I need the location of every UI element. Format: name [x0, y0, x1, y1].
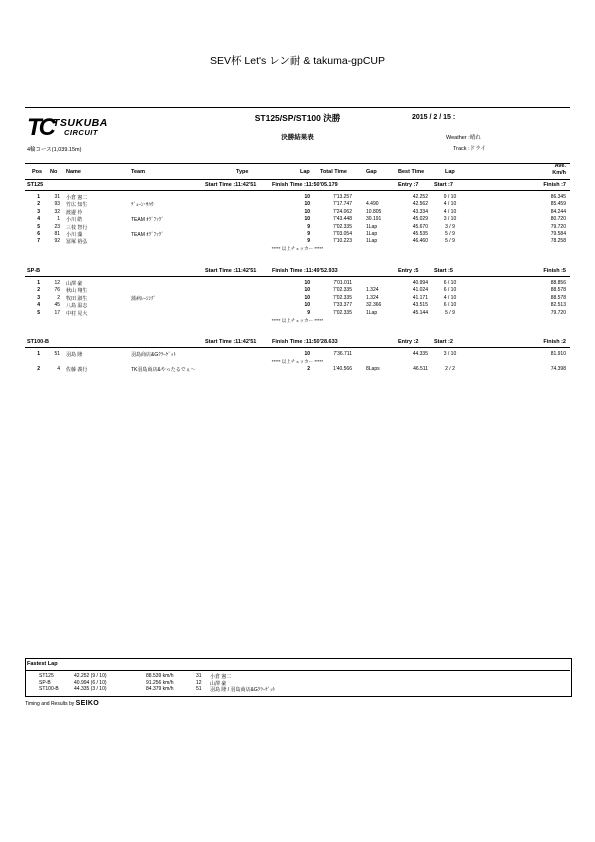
row-lap: 9 [307, 231, 310, 237]
fastest-time: 44.335 (3 / 10) [74, 686, 107, 693]
row-lap: 10 [304, 302, 310, 309]
row-best-lap: 5 / 9 [445, 238, 455, 245]
row-team: TK羽島商店&やったるでぇ～ [131, 366, 196, 373]
fastest-lap-box [25, 658, 572, 697]
fastest-driver: 羽島 隆 / 羽島商店&Gｸﾗｰｹﾞｯﾄ [210, 687, 276, 694]
row-total-time: 7'13.257 [332, 194, 352, 200]
row-gap: 32.366 [366, 302, 382, 309]
row-no: 45 [54, 302, 60, 309]
row-best-lap: 3 / 10 [443, 351, 457, 357]
row-name: 牧田 淑生 [66, 295, 88, 302]
fastest-time: 40.994 (6 / 10) [74, 679, 107, 686]
row-pos: 1 [37, 280, 40, 286]
row-no: 12 [54, 280, 60, 286]
row-total-time: 7'43.448 [332, 216, 352, 223]
race-title: ST125/SP/ST100 決勝 [254, 113, 341, 123]
row-gap: 1Lap [366, 223, 378, 230]
section-divider [25, 347, 570, 348]
section-finish-count: Finish :2 [543, 339, 566, 345]
row-no: 51 [54, 351, 60, 357]
col-ave-line1: Ave. [554, 163, 566, 169]
weather: Weather :晴れ [446, 135, 481, 141]
row-ave-speed: 81.910 [550, 351, 566, 357]
col-best-lap: Lap [445, 169, 455, 175]
row-name: 八島 温志 [66, 303, 88, 310]
row-total-time: 7'01.011 [333, 280, 352, 286]
row-ave-speed: 85.459 [550, 201, 566, 208]
row-total-time: 7'10.223 [332, 238, 352, 245]
row-lap: 10 [304, 294, 310, 301]
row-pos: 5 [37, 309, 40, 316]
col-name: Name [66, 169, 81, 175]
race-date: 2015 / 2 / 15 : [412, 114, 456, 121]
fastest-driver: 小倉 憲二 [210, 674, 232, 680]
row-best-time: 43.515 [412, 302, 428, 309]
fastest-speed: 88.539 km/h [146, 673, 174, 679]
row-ave-speed: 82.513 [550, 302, 566, 309]
row-best-time: 45.535 [412, 231, 428, 237]
row-name: 冨塚 裕弘 [66, 239, 88, 246]
row-pos: 4 [37, 216, 40, 223]
row-best-time: 42.252 [412, 194, 428, 200]
logo-mark: TC [27, 114, 53, 141]
row-lap: 9 [307, 309, 310, 316]
col-best-time: Best Time [398, 169, 425, 175]
row-team: TEAM ｵｸﾞﾌｧｸﾞ [131, 217, 164, 224]
row-lap: 9 [307, 238, 310, 245]
row-lap: 10 [304, 280, 310, 286]
row-gap: 1Lap [366, 309, 378, 316]
row-best-lap: 4 / 10 [443, 201, 457, 208]
row-best-time: 46.460 [412, 238, 428, 245]
row-no: 31 [54, 194, 60, 200]
fastest-class: ST100-B [39, 686, 59, 693]
row-gap: 4.490 [366, 201, 379, 208]
col-no: No [50, 169, 58, 175]
row-no: 4 [57, 365, 60, 372]
row-best-time: 45.670 [412, 223, 428, 230]
row-lap: 10 [304, 201, 310, 208]
row-total-time: 7'02.335 [332, 309, 352, 316]
row-team: TEAM ｵｸﾞﾌｧｸﾞ [131, 232, 164, 238]
fastest-no: 31 [196, 673, 202, 679]
row-best-time: 46.511 [413, 365, 428, 372]
fastest-speed: 91.256 km/h [146, 679, 174, 686]
row-no: 2 [57, 294, 60, 301]
row-ave-speed: 88.578 [550, 294, 566, 301]
row-pos: 7 [37, 238, 40, 245]
row-best-lap: 6 / 10 [443, 302, 457, 309]
row-gap: 30.191 [366, 216, 382, 223]
row-lap: 2 [307, 365, 310, 372]
row-total-time: 7'02.335 [332, 223, 352, 230]
row-best-time: 44.335 [412, 351, 428, 357]
row-lap: 10 [304, 208, 310, 215]
row-lap: 10 [304, 216, 310, 223]
row-lap: 10 [304, 287, 310, 294]
row-gap: 1.324 [366, 294, 379, 301]
section-finish-count: Finish :7 [543, 182, 566, 188]
row-total-time: 7'36.711 [333, 351, 352, 357]
row-name: 竹広 知生 [66, 202, 88, 209]
race-subtitle: 決勝結果表 [281, 134, 314, 141]
row-no: 17 [54, 309, 60, 316]
row-team: 蒲病ﾚｰｼﾝｸﾞ [131, 295, 157, 302]
checker-line: ***** 以上チェッカー ***** [271, 317, 324, 323]
row-name: 小川 皓 [66, 217, 83, 224]
row-gap: 10.805 [366, 208, 382, 215]
section-divider [25, 190, 570, 191]
row-best-time: 40.994 [412, 280, 428, 286]
row-gap: 8Laps [366, 365, 380, 372]
fastest-driver: 山澤 豪 [210, 680, 227, 687]
checker-line: ***** 以上チェッカー ***** [271, 358, 324, 364]
row-pos: 3 [37, 294, 40, 301]
section-finish-time: Finish Time :11:50'05.179 [272, 182, 338, 188]
row-best-lap: 5 / 9 [445, 309, 455, 316]
col-lap: Lap [300, 169, 310, 175]
row-name: 渡邊 伶 [66, 209, 83, 216]
row-best-time: 41.024 [412, 287, 428, 294]
fastest-no: 12 [196, 679, 202, 686]
section-start-count: Start :5 [434, 268, 453, 274]
row-no: 76 [54, 287, 60, 294]
col-ave-line2: Km/h [552, 170, 566, 176]
row-gap: 1Lap [366, 231, 378, 237]
section-divider [25, 276, 570, 277]
row-ave-speed: 78.258 [550, 238, 566, 245]
fastest-time: 42.252 (9 / 10) [74, 673, 107, 679]
row-pos: 2 [37, 201, 40, 208]
section-start-time: Start Time :11:42'51 [205, 339, 257, 345]
section-finish-time: Finish Time :11:50'28.633 [272, 339, 338, 345]
section-name: ST100-B [27, 339, 50, 345]
row-no: 81 [54, 231, 60, 237]
row-ave-speed: 79.720 [550, 223, 566, 230]
row-name: 佐藤 義行 [66, 366, 88, 373]
row-best-lap: 4 / 10 [443, 208, 457, 215]
section-name: SP-B [27, 268, 41, 274]
row-pos: 1 [37, 194, 40, 200]
section-finish-time: Finish Time :11:49'52.933 [272, 268, 338, 274]
col-type: Type [236, 169, 249, 175]
row-name: 小川 藻 [66, 232, 83, 238]
section-start-time: Start Time :11:42'51 [205, 182, 257, 188]
section-finish-count: Finish :5 [543, 268, 566, 274]
row-name: 中村 晃大 [66, 310, 88, 317]
row-name: 秋山 翔生 [66, 288, 88, 295]
fastest-speed: 84.379 km/h [146, 686, 174, 693]
row-best-lap: 6 / 10 [443, 280, 457, 286]
row-pos: 1 [37, 351, 40, 357]
row-name: 山澤 豪 [66, 281, 83, 287]
row-gap: 1Lap [366, 238, 378, 245]
row-ave-speed: 88.578 [550, 287, 566, 294]
row-best-lap: 3 / 10 [443, 216, 457, 223]
row-name: 小倉 憲二 [66, 195, 88, 201]
row-ave-speed: 88.856 [550, 280, 566, 286]
row-total-time: 7'03.054 [332, 231, 352, 237]
row-gap: 1.324 [366, 287, 379, 294]
row-ave-speed: 80.720 [550, 216, 566, 223]
row-name: 三枝 智行 [66, 224, 88, 231]
row-total-time: 1'40.566 [332, 365, 352, 372]
row-no: 93 [54, 201, 60, 208]
table-header-top-line [25, 163, 570, 164]
row-no: 1 [57, 216, 60, 223]
row-pos: 4 [37, 302, 40, 309]
row-best-time: 45.029 [412, 216, 428, 223]
section-entry: Entry :5 [398, 268, 419, 274]
row-best-lap: 4 / 10 [443, 294, 457, 301]
section-start-count: Start :7 [434, 182, 453, 188]
row-pos: 2 [37, 365, 40, 372]
row-total-time: 7'33.377 [332, 302, 352, 309]
col-total-time: Total Time [320, 169, 347, 175]
row-best-lap: 2 / 2 [445, 365, 455, 372]
fastest-class: ST125 [39, 673, 54, 679]
header-divider [25, 107, 570, 108]
row-no: 23 [54, 223, 60, 230]
row-ave-speed: 74.398 [550, 365, 566, 372]
fastest-no: 51 [196, 686, 202, 693]
section-entry: Entry :7 [398, 182, 419, 188]
row-lap: 10 [304, 351, 310, 357]
row-total-time: 7'02.335 [332, 287, 352, 294]
logo-line1: TSUKUBA [53, 117, 108, 129]
section-entry: Entry :2 [398, 339, 419, 345]
row-lap: 10 [304, 194, 310, 200]
row-best-lap: 3 / 9 [445, 223, 455, 230]
fastest-lap-title: Fastest Lap [27, 661, 58, 667]
row-total-time: 7'02.335 [332, 294, 352, 301]
checker-line: ***** 以上チェッカー ***** [271, 246, 324, 252]
col-pos: Pos [32, 169, 43, 175]
col-team: Team [131, 169, 145, 175]
row-best-time: 41.171 [412, 294, 428, 301]
footer-text: Timing and Results by [25, 701, 75, 707]
section-name: ST125 [27, 182, 44, 188]
row-ave-speed: 79.720 [550, 309, 566, 316]
col-ave [520, 163, 566, 177]
row-team: ﾃﾞｭｰﾝ･ｻﾊｳ [131, 202, 154, 209]
fastest-lap-divider [25, 670, 570, 671]
row-ave-speed: 84.244 [550, 208, 566, 215]
row-no: 92 [54, 238, 60, 245]
logo-line2: CIRCUIT [64, 128, 98, 137]
track-condition: Track :ドライ [453, 146, 486, 152]
row-no: 32 [54, 208, 60, 215]
section-start-time: Start Time :11:42'51 [205, 268, 257, 274]
row-ave-speed: 79.584 [550, 231, 566, 237]
row-ave-speed: 86.345 [550, 194, 566, 200]
row-pos: 5 [37, 223, 40, 230]
row-lap: 9 [307, 223, 310, 230]
footer-credit [25, 700, 99, 707]
row-best-lap: 6 / 10 [443, 287, 457, 294]
seiko-logo: SEIKO [75, 700, 99, 707]
course-info: 4輪コース(1,039.15m) [27, 147, 82, 153]
row-team: 羽島商店&Gｸﾗｰｹﾞｯﾄ [131, 352, 176, 358]
col-gap: Gap [366, 169, 377, 175]
section-start-count: Start :2 [434, 339, 453, 345]
row-pos: 3 [37, 208, 40, 215]
row-name: 羽島 隆 [66, 352, 83, 358]
row-total-time: 7'17.747 [332, 201, 352, 208]
row-total-time: 7'24.062 [332, 208, 352, 215]
row-pos: 6 [37, 231, 40, 237]
event-title: SEV杯 Let's レン耐 & takuma-gpCUP [209, 55, 386, 67]
row-pos: 2 [37, 287, 40, 294]
row-best-time: 45.144 [412, 309, 428, 316]
row-best-time: 43.334 [412, 208, 428, 215]
fastest-class: SP-B [39, 679, 51, 686]
row-best-lap: 5 / 9 [445, 231, 455, 237]
row-best-lap: 9 / 10 [443, 194, 457, 200]
table-header-bottom-line [25, 179, 570, 180]
row-best-time: 42.562 [412, 201, 428, 208]
